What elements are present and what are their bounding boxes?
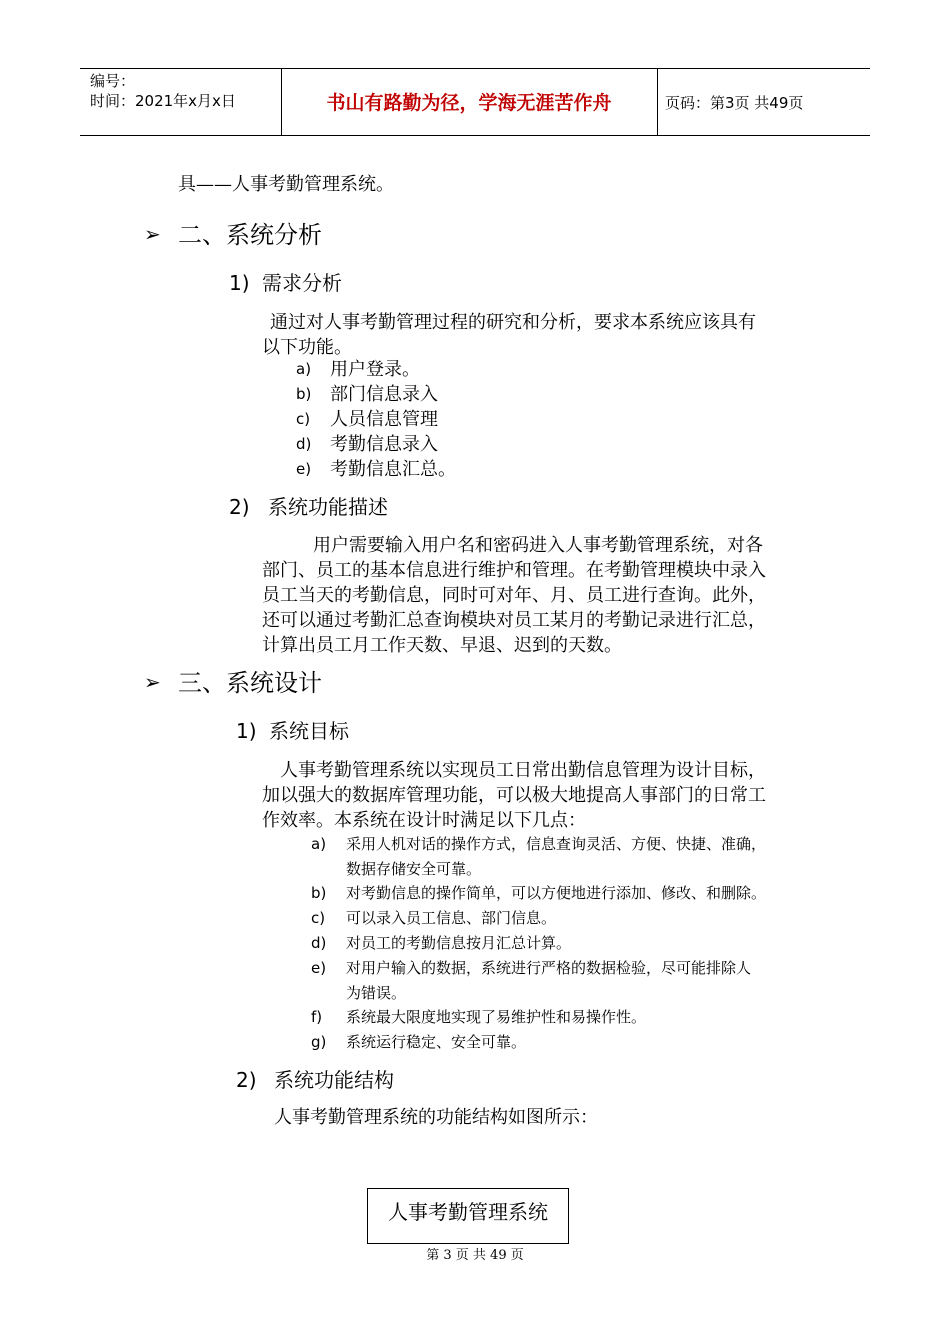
section3-heading: 三、系统设计 — [178, 669, 322, 697]
diagram-root-node — [367, 1188, 569, 1244]
list-item-marker: e) — [296, 460, 312, 478]
header-motto: 书山有路勤为径，学海无涯苦作舟 — [326, 92, 612, 114]
list-item-text: 系统最大限度地实现了易维护性和易操作性。 — [346, 1008, 647, 1026]
section3-sub1-marker: 1) — [236, 719, 257, 743]
page-footer: 第 3 页 共 49 页 — [426, 1248, 524, 1263]
list-item-marker: g) — [311, 1033, 327, 1051]
section2-sub2-title: 系统功能描述 — [268, 495, 388, 519]
section3-sub1-para-line-3: 作效率。本系统在设计时满足以下几点： — [262, 810, 586, 831]
header-date-label: 时间：2021年x月x日 — [90, 92, 236, 110]
section3-sub2-para: 人事考勤管理系统的功能结构如图所示： — [274, 1107, 598, 1128]
list-item-text: 考勤信息汇总。 — [330, 459, 456, 480]
list-item-marker: b) — [296, 385, 312, 403]
header-top-rule — [80, 68, 870, 69]
section2-sub2-marker: 2) — [229, 495, 250, 519]
section2-sub1-marker: 1) — [229, 271, 250, 295]
list-item-marker: c) — [296, 410, 311, 428]
list-item-marker: a) — [311, 835, 327, 853]
section3-sub1-title: 系统目标 — [269, 719, 349, 743]
section3-sub1-para-line-2: 加以强大的数据库管理功能，可以极大地提高人事部门的日常工 — [262, 785, 766, 806]
diagram-root-label: 人事考勤管理系统 — [388, 1200, 548, 1224]
list-item-text: 数据存储安全可靠。 — [346, 860, 482, 878]
header-bottom-rule — [80, 135, 870, 136]
section2-sub2-para-line-1: 用户需要输入用户名和密码进入人事考勤管理系统，对各 — [313, 535, 763, 556]
section2-sub1-para-line-1: 通过对人事考勤管理过程的研究和分析，要求本系统应该具有 — [270, 312, 756, 333]
intro-line: 具——人事考勤管理系统。 — [178, 174, 394, 195]
list-item-marker: d) — [311, 934, 327, 952]
header-divider-right — [657, 69, 658, 135]
section2-heading: 二、系统分析 — [178, 221, 322, 249]
list-item-text: 考勤信息录入 — [330, 434, 438, 455]
list-item-text: 用户登录。 — [330, 359, 420, 380]
section2-bullet-icon: ➢ — [144, 222, 161, 246]
header-page-label: 页码：第3页 共49页 — [665, 94, 804, 112]
list-item-marker: b) — [311, 884, 327, 902]
list-item-text: 系统运行稳定、安全可靠。 — [346, 1033, 527, 1051]
section3-sub2-marker: 2) — [236, 1068, 257, 1092]
list-item-text: 人员信息管理 — [330, 409, 438, 430]
section3-sub2-title: 系统功能结构 — [274, 1068, 394, 1092]
section2-sub2-para-line-3: 员工当天的考勤信息，同时可对年、月、员工进行查询。此外， — [262, 585, 766, 606]
section3-sub1-para-line-1: 人事考勤管理系统以实现员工日常出勤信息管理为设计目标， — [280, 760, 766, 781]
list-item-text: 对用户输入的数据，系统进行严格的数据检验，尽可能排除人 — [346, 959, 752, 977]
section3-bullet-icon: ➢ — [144, 670, 161, 694]
section2-sub1-title: 需求分析 — [262, 271, 342, 295]
header-serial-label: 编号： — [90, 72, 136, 90]
list-item-text: 部门信息录入 — [330, 384, 438, 405]
section2-sub1-para-line-2: 以下功能。 — [262, 337, 352, 358]
list-item-text: 可以录入员工信息、部门信息。 — [346, 909, 557, 927]
list-item-text: 对员工的考勤信息按月汇总计算。 — [346, 934, 572, 952]
list-item-text: 为错误。 — [346, 984, 407, 1002]
list-item-text: 对考勤信息的操作简单，可以方便地进行添加、修改、和删除。 — [346, 884, 767, 902]
list-item-marker: f) — [311, 1008, 323, 1026]
section2-sub2-para-line-5: 计算出员工月工作天数、早退、迟到的天数。 — [262, 635, 622, 656]
list-item-marker: e) — [311, 959, 327, 977]
list-item-marker: d) — [296, 435, 312, 453]
list-item-marker: a) — [296, 360, 312, 378]
section2-sub2-para-line-4: 还可以通过考勤汇总查询模块对员工某月的考勤记录进行汇总， — [262, 610, 766, 631]
list-item-text: 采用人机对话的操作方式，信息查询灵活、方便、快捷、准确， — [346, 835, 767, 853]
section2-sub2-para-line-2: 部门、员工的基本信息进行维护和管理。在考勤管理模块中录入 — [262, 560, 766, 581]
list-item-marker: c) — [311, 909, 326, 927]
